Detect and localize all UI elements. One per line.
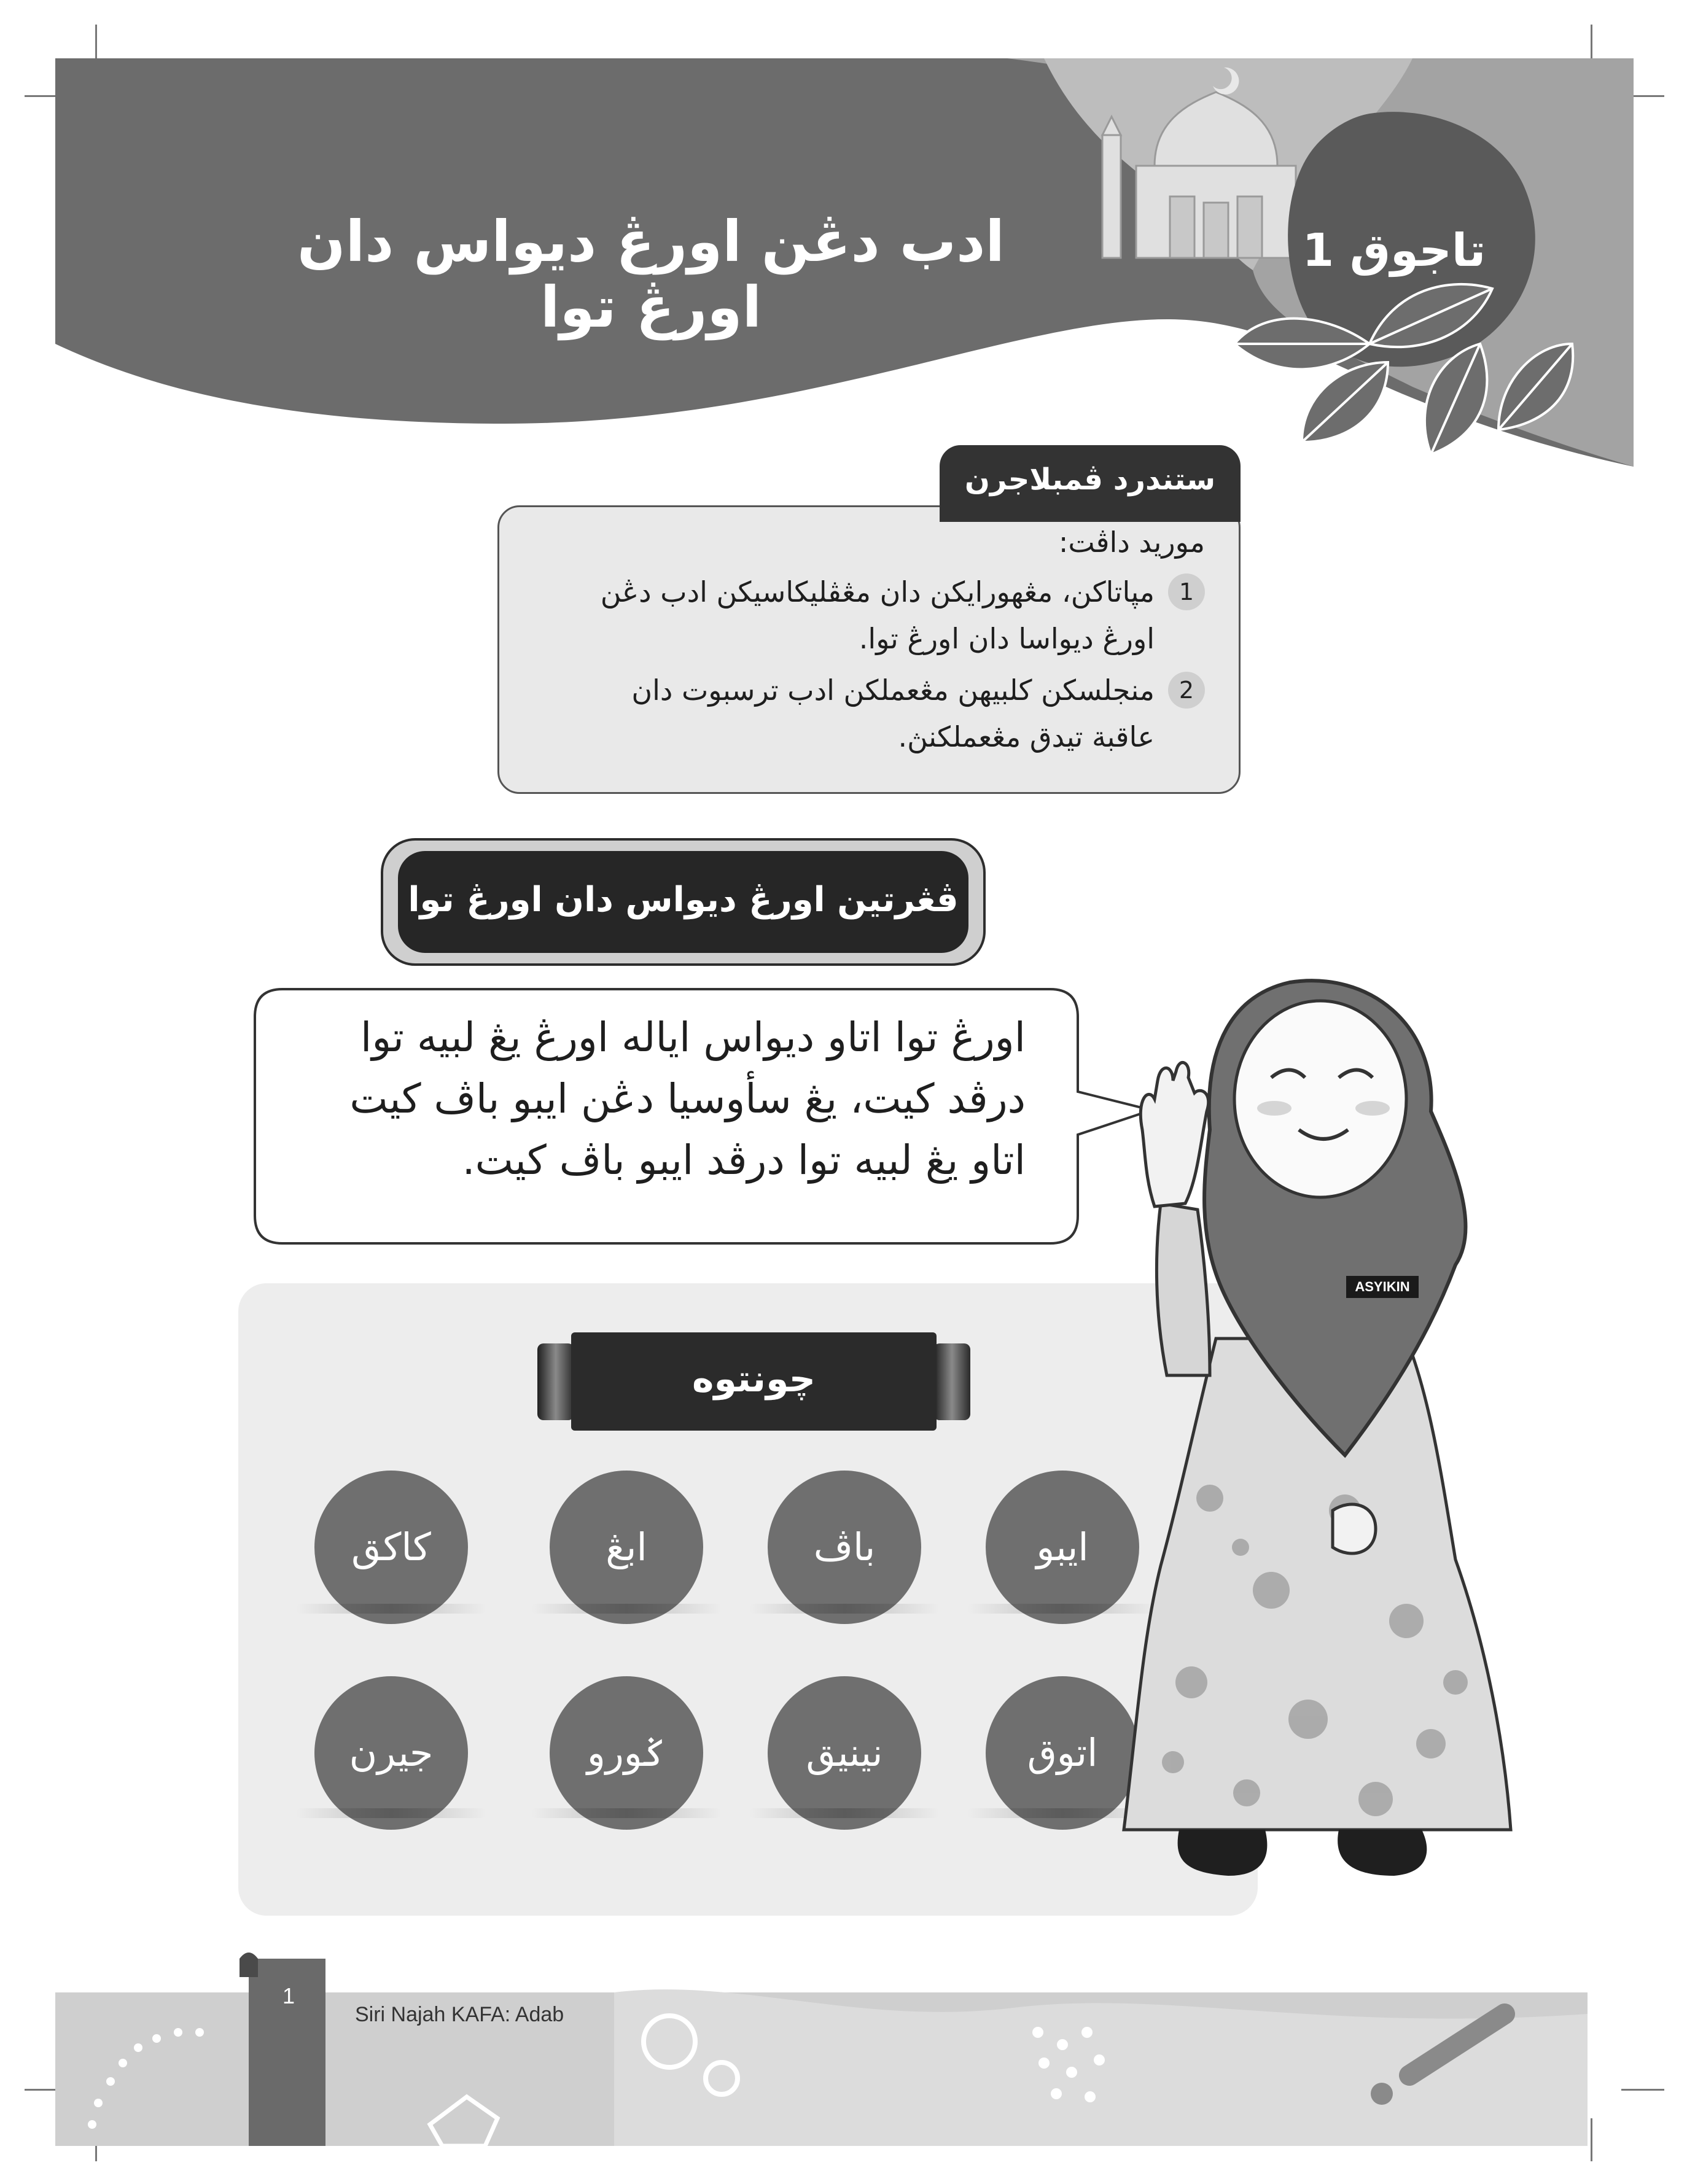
circle-shadow [531, 1604, 722, 1614]
definition-text: اورڠ توا اتاو ديواس اياله اورڠ يڠ لبيه توا درڤد كيت، يڠ سأوسيا دڠن ايبو باڤ كيت اتاو يڠ لبيه توا درڤد ايبو باڤ كيت. [349, 1014, 1026, 1184]
scroll-end-right [933, 1343, 970, 1420]
example-circle: ݢورو [550, 1676, 703, 1830]
item-number-badge: 2 [1168, 672, 1205, 709]
learning-standard-tab: ستندرد ڤمبلاجرن [940, 445, 1241, 522]
standard-item-text: مڽاتاكن، مڠهورايكن دان مڠڤليكاسيكن ادب دڠن اورڠ ديواسا دان اورڠ توا. [600, 575, 1155, 655]
footer-band [0, 1940, 1687, 2184]
page-number: 1 [282, 1983, 295, 2008]
example-circle: اتوق [986, 1676, 1139, 1830]
example-circle: جيرن [314, 1676, 468, 1830]
chapter-title: ادب دڠن اورڠ ديواس دان اورڠ توا [297, 209, 1005, 340]
example-circle: باڤ [768, 1471, 921, 1624]
example-circle: كاكق [314, 1471, 468, 1624]
character-girl-illustration [1087, 946, 1517, 1897]
standard-intro: موريد داڤت: [1058, 526, 1205, 559]
standard-item-text: منجلسكن كلبيهن مڠعملكن ادب ترسبوت دان عاقبة تيدق مڠعملكنڽ. [631, 674, 1155, 753]
example-circle: نينيق [768, 1676, 921, 1830]
example-circle: ابڠ [550, 1471, 703, 1624]
standard-item [579, 667, 1205, 760]
learning-standard-box [497, 505, 1241, 794]
circle-shadow [531, 1808, 722, 1818]
circle-shadow [296, 1604, 486, 1614]
chapter-number-label: تاجوق 1 [1302, 224, 1486, 277]
name-tag: ASYIKIN [1346, 1276, 1419, 1298]
book-series-title: Siri Najah KAFA: Adab [355, 2003, 564, 2026]
circle-shadow [296, 1808, 486, 1818]
circle-shadow [749, 1808, 940, 1818]
circle-shadow [749, 1604, 940, 1614]
scroll-end-left [537, 1343, 574, 1420]
item-number-badge: 1 [1168, 573, 1205, 610]
standard-item [579, 569, 1205, 662]
examples-title-scroll [537, 1332, 970, 1431]
definition-banner: ڤڠرتين اورڠ ديواس دان اورڠ توا [398, 851, 968, 953]
example-circle: ايبو [986, 1471, 1139, 1624]
examples-title: چونتوه [571, 1332, 937, 1431]
